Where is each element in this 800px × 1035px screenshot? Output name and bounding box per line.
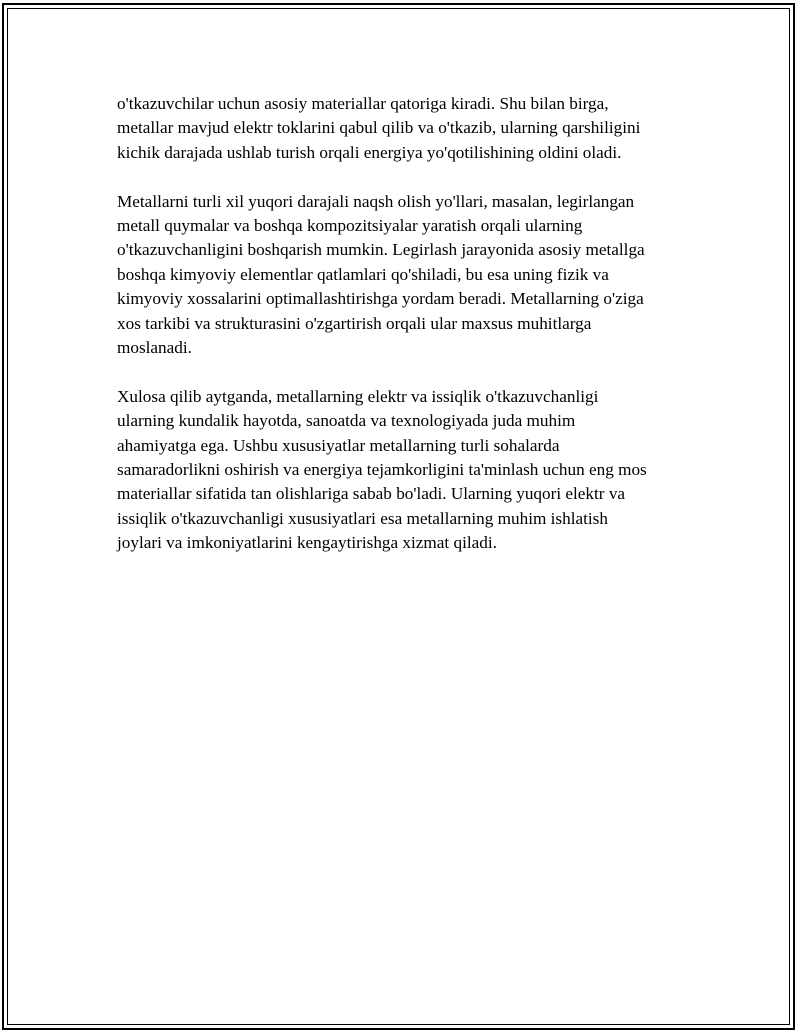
text-line: ahamiyatga ega. Ushbu xususiyatlar metallarning turli sohalarda [117, 435, 560, 455]
text-line: ularning kundalik hayotda, sanoatda va texnologiyada juda muhim [117, 411, 576, 431]
text-line: xos tarkibi va strukturasini o'zgartirish orqali ular maxsus muhitlarga [117, 313, 592, 333]
document-body [117, 92, 697, 580]
paragraph [117, 92, 697, 165]
paragraph [117, 190, 697, 361]
text-line: joylari va imkoniyatlarini kengaytirishga xizmat qiladi. [117, 533, 497, 553]
text-line: samaradorlikni oshirish va energiya tejamkorligini ta'minlash uchun eng mos [117, 460, 647, 480]
text-line: boshqa kimyoviy elementlar qatlamlari qo'shiladi, bu esa uning fizik va [117, 264, 609, 284]
text-line: kimyoviy xossalarini optimallashtirishga yordam beradi. Metallarning o'ziga [117, 289, 644, 309]
text-line: issiqlik o'tkazuvchanligi xususiyatlari esa metallarning muhim ishlatish [117, 508, 608, 528]
paragraph [117, 385, 697, 556]
text-line: metallar mavjud elektr toklarini qabul qilib va o'tkazib, ularning qarshiligini [117, 118, 641, 138]
text-line: o'tkazuvchanligini boshqarish mumkin. Legirlash jarayonida asosiy metallga [117, 240, 645, 260]
text-line: moslanadi. [117, 338, 192, 358]
text-line: metall quymalar va boshqa kompozitsiyalar yaratish orqali ularning [117, 216, 583, 236]
text-line: Metallarni turli xil yuqori darajali naqsh olish yo'llari, masalan, legirlangan [117, 191, 635, 211]
text-line: materiallar sifatida tan olishlariga sabab bo'ladi. Ularning yuqori elektr va [117, 484, 626, 504]
text-line: Xulosa qilib aytganda, metallarning elektr va issiqlik o'tkazuvchanligi [117, 386, 599, 406]
text-line: o'tkazuvchilar uchun asosiy materiallar qatoriga kiradi. Shu bilan birga, [117, 94, 609, 113]
text-line: kichik darajada ushlab turish orqali energiya yo'qotilishining oldini oladi. [117, 142, 622, 162]
